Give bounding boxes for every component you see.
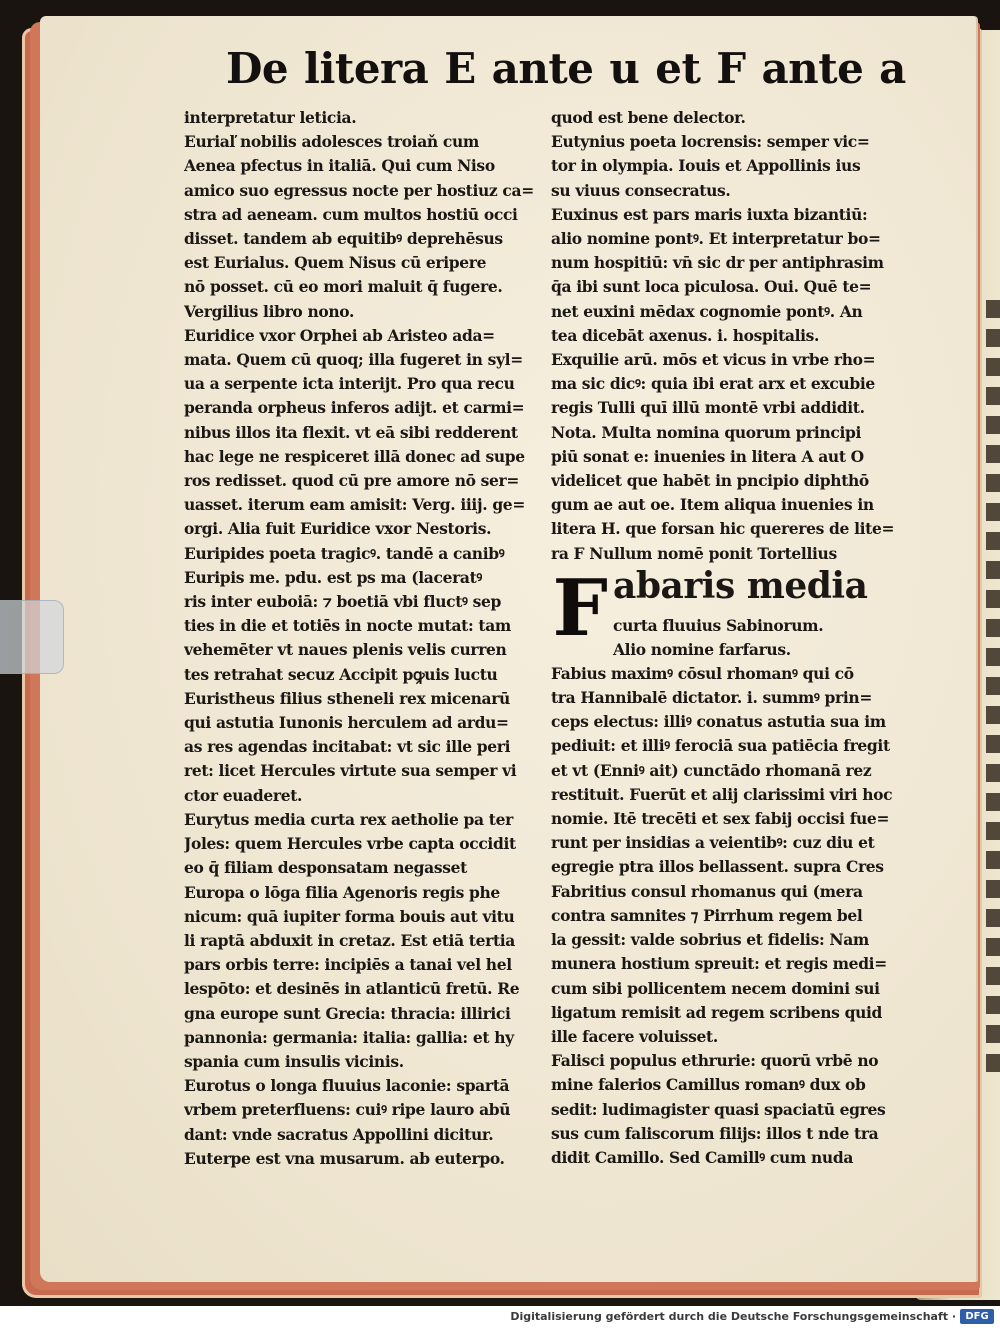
text-line: la gessit: valde sobrius et fidelis: Nam <box>551 930 869 950</box>
text-line: nomie. Itē trecēti et sex fabij occisi fue= <box>551 809 890 829</box>
text-line: et vt (Enniꝰ ait) cunctādo rhomanā rez <box>551 760 872 780</box>
text-line: stra ad aeneam. cum multos hostiū occi <box>184 204 518 224</box>
text-line: Eutynius poeta locrensis: semper vic= <box>551 132 870 152</box>
right-column-upper-entries <box>551 106 901 566</box>
text-line: contra samnites ⁊ Pirrhum regem bel <box>551 905 863 925</box>
text-line: ris inter euboiā: ⁊ boetiā vbi fluctꝰ sep <box>184 592 502 612</box>
text-line: num hospitiū: vn̄ sic dr per antiphrasim <box>551 253 884 273</box>
text-line: ros redisset. quod cū pre amore nō ser= <box>184 471 519 491</box>
header-word: u <box>609 44 640 93</box>
header-word: De <box>226 44 289 93</box>
text-line: alio nomine pontꝰ. Et interpretatur bo= <box>551 229 881 249</box>
text-line: nibus illos ita flexit. vt eā sibi redderent <box>184 422 518 442</box>
text-line: tea dicebāt axenus. i. hospitalis. <box>551 325 820 345</box>
initial-entry-line: curta fluuius Sabinorum. <box>613 615 824 635</box>
text-line: gna europe sunt Grecia: thracia: illirici <box>184 1003 511 1023</box>
text-line: pars orbis terre: incipiēs a tanai vel hel <box>184 955 512 975</box>
decorated-initial-entry <box>551 562 901 662</box>
initial-entry-heading: abaris media <box>613 564 868 607</box>
text-line: spania cum insulis vicinis. <box>184 1051 404 1071</box>
text-line: Euripides poeta tragicꝰ. tandē a canibꝰ <box>184 543 505 563</box>
text-line: ties in die et totiēs in nocte mutat: tam <box>184 616 511 636</box>
text-line: as res agendas incitabat: vt sic ille peri <box>184 737 511 757</box>
text-line: egregie ptra illos bellassent. supra Cres <box>551 857 884 877</box>
text-line: Euristheus filius stheneli rex micenarū <box>184 688 510 708</box>
text-line: uasset. iterum eam amisit: Verg. iiij. ge= <box>184 495 525 515</box>
text-line: interpretatur leticia. <box>184 108 357 127</box>
text-line: vehemēter vt naues plenis velis curren <box>184 640 507 660</box>
header-word: F <box>716 44 746 93</box>
header-word: ante <box>761 44 864 93</box>
text-line: dant: vnde sacratus Appollini dicitur. <box>184 1124 494 1144</box>
text-line: Joles: quem Hercules vrbe capta occidit <box>184 834 516 854</box>
text-line: ma sic dicꝰ: quia ibi erat arx et excubie <box>551 374 875 394</box>
text-line: pannonia: germania: italia: gallia: et hy <box>184 1027 514 1047</box>
text-line: ctor euaderet. <box>184 785 303 805</box>
text-line: gum ae aut oe. Item aliqua inuenies in <box>551 495 874 515</box>
text-line: Falisci populus ethrurie: quorū vrbē no <box>551 1051 879 1071</box>
text-line: tra Hannibalē dictator. i. summꝰ prin= <box>551 688 872 708</box>
text-line: nō posset. cū eo mori maluit q̄ fugere. <box>184 277 503 297</box>
text-line: videlicet que habēt in pncipio diphthō <box>551 471 869 491</box>
text-line: regis Tulli quī illū montē vrbi addidit. <box>551 398 865 418</box>
text-line: lespōto: et desinēs in atlanticū fretū. Re <box>184 979 520 999</box>
funding-credit: Digitalisierung gefördert durch die Deutsche Forschungsgemeinschaft · <box>510 1310 956 1323</box>
woodcut-initial-letter: F <box>552 562 608 654</box>
text-line: munera hostium spreuit: et regis medi= <box>551 954 887 974</box>
text-line: Eurytus media curta rex aetholie pa ter <box>184 809 513 829</box>
text-line: Eurotus o longa fluuius laconie: spartā <box>184 1076 510 1096</box>
text-line: litera H. que forsan hic quereres de lite= <box>551 519 895 539</box>
text-line: sedit: ludimagister quasi spaciatū egres <box>551 1099 886 1119</box>
text-line: ua a serpente icta interijt. Pro qua recu <box>184 374 515 394</box>
text-line: peranda orpheus inferos adijt. et carmi= <box>184 398 525 418</box>
text-line: mine falerios Camillus romanꝰ dux ob <box>551 1075 866 1095</box>
left-text-column <box>184 106 536 1171</box>
text-line: qui astutia Iunonis herculem ad ardu= <box>184 713 509 733</box>
facing-page-text-fragment <box>986 300 1000 1080</box>
right-text-column <box>551 106 901 1170</box>
dfg-logo: DFG <box>960 1309 994 1324</box>
text-line: Nota. Multa nomina quorum principi <box>551 422 862 442</box>
text-line: ret: licet Hercules virtute sua semper vi <box>184 761 517 781</box>
header-word: a <box>879 44 906 93</box>
text-line: Euripis me. pdu. est ps ma (laceratꝰ <box>184 567 482 587</box>
text-line: Euxinus est pars maris iuxta bizantiū: <box>551 204 868 224</box>
text-line: Fabritius consul rhomanus qui (mera <box>551 881 863 901</box>
header-word: E <box>444 44 476 93</box>
text-line: ceps electus: illiꝰ conatus astutia sua im <box>551 712 886 732</box>
text-line: quod est bene delector. <box>551 108 746 127</box>
text-line: net euxini mēdax cognomie pontꝰ. An <box>551 301 863 321</box>
text-line: eo q̄ filiam desponsatam negasset <box>184 858 467 878</box>
text-line: ille facere voluisset. <box>551 1026 718 1046</box>
text-line: ra F Nullum nomē ponit Tortellius <box>551 543 837 563</box>
text-line: restituit. Fuerūt et alij clarissimi viri hoc <box>551 784 893 804</box>
text-line: tor in olympia. Iouis et Appollinis ius <box>551 156 861 176</box>
page-clip <box>0 600 64 674</box>
text-line: Exquilie arū. mōs et vicus in vrbe rho= <box>551 350 876 370</box>
running-header <box>226 44 906 93</box>
text-line: orgi. Alia fuit Euridice vxor Nestoris. <box>184 519 492 539</box>
text-line: Europa o lōga filia Agenoris regis phe <box>184 882 500 902</box>
text-line: hac lege ne respiceret illā donec ad supe <box>184 446 525 466</box>
text-line: Euriaľ nobilis adolesces troiaň cum <box>184 132 479 152</box>
text-line: q̄a ibi sunt loca piculosa. Oui. Quē te= <box>551 277 872 297</box>
text-line: mata. Quem cū quoq; illa fugeret in syl= <box>184 350 523 370</box>
header-word: litera <box>304 44 429 93</box>
text-line: Fabius maximꝰ cōsul rhomanꝰ qui cō <box>551 663 854 683</box>
header-word: et <box>655 44 701 93</box>
header-word: ante <box>491 44 594 93</box>
text-line: Aenea pfectus in italiā. Qui cum Niso <box>184 156 495 176</box>
text-line: ligatum remisit ad regem scribens quid <box>551 1002 883 1022</box>
digitization-footer <box>0 1306 1000 1329</box>
text-line: piū sonat e: inuenies in litera A aut O <box>551 446 864 466</box>
text-line: su viuus consecratus. <box>551 180 731 200</box>
text-line: Euridice vxor Orphei ab Aristeo ada= <box>184 325 495 345</box>
text-line: sus cum faliscorum filijs: illos t nde tra <box>551 1123 879 1143</box>
text-line: Euterpe est vna musarum. ab euterpo. <box>184 1148 505 1168</box>
initial-entry-line: Alio nomine farfarus. <box>613 639 791 659</box>
text-line: didit Camillo. Sed Camillꝰ cum nuda <box>551 1147 854 1167</box>
text-line: tes retrahat secuz Accipit pꝙuis luctu <box>184 664 498 684</box>
text-line: runt per insidias a veientibꝰ: cuz diu et <box>551 833 875 853</box>
right-column-lower-entries <box>551 662 901 1170</box>
text-line: est Eurialus. Quem Nisus cū eripere <box>184 253 487 273</box>
text-line: vrbem preterfluens: cuiꝰ ripe lauro abū <box>184 1100 511 1120</box>
text-line: Vergilius libro nono. <box>184 301 355 321</box>
text-line: amico suo egressus nocte per hostiuz ca= <box>184 180 534 200</box>
text-line: pediuit: et illiꝰ ferociā sua patiēcia fregit <box>551 736 890 756</box>
text-line: cum sibi pollicentem necem domini sui <box>551 978 880 998</box>
text-line: nicum: quā iupiter forma bouis aut vitu <box>184 906 515 926</box>
text-line: disset. tandem ab equitibꝰ deprehēsus <box>184 229 503 249</box>
text-line: li raptā abduxit in cretaz. Est etiā tertia <box>184 930 515 950</box>
